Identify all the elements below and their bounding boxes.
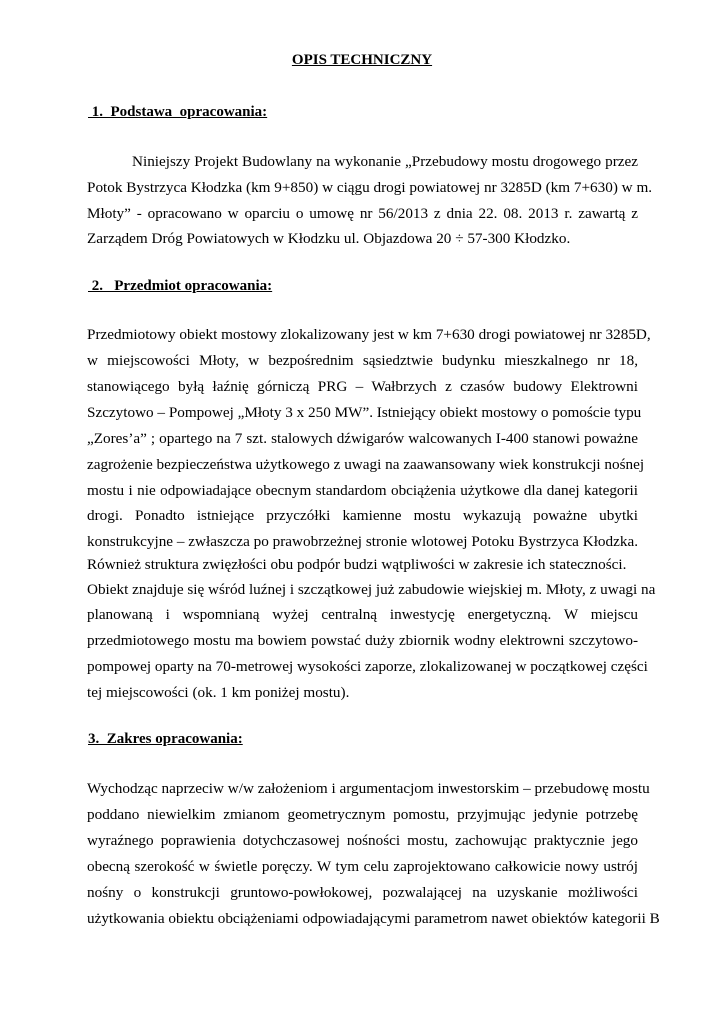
- paragraph-line: Młoty” - opracowano w oparciu o umowę nr 56/2013 z dnia 22. 08. 2013 r. zawartą z: [87, 205, 638, 222]
- paragraph-line: poddano niewielkim zmianom geometrycznym pomostu, przyjmując jedynie potrzebę: [87, 806, 638, 823]
- paragraph-line: Niniejszy Projekt Budowlany na wykonanie „Przebudowy mostu drogowego przez: [132, 153, 638, 170]
- paragraph-line: Potok Bystrzyca Kłodzka (km 9+850) w ciągu drogi powiatowej nr 3285D (km 7+630) w m.: [87, 179, 653, 196]
- paragraph-line: Wychodząc naprzeciw w/w założeniom i argumentacjom inwestorskim – przebudowę mostu: [87, 780, 650, 797]
- paragraph-line: wyraźnego poprawienia dotychczasowej nośności mostu, zachowując praktycznie jego: [87, 832, 638, 849]
- paragraph-line: stanowiącego byłą łaźnię górniczą PRG – Wałbrzych z czasów budowy Elektrowni: [87, 378, 638, 395]
- paragraph-line: Szczytowo – Pompowej „Młoty 3 x 250 MW”. Istniejący obiekt mostowy o pomoście typu: [87, 404, 642, 421]
- paragraph-line: Zarządem Dróg Powiatowych w Kłodzku ul. Objazdowa 20 ÷ 57-300 Kłodzko.: [87, 230, 571, 247]
- paragraph-line: w miejscowości Młoty, w bezpośrednim sąsiedztwie budynku mieszkalnego nr 18,: [87, 352, 638, 369]
- paragraph-line: Również struktura zwięzłości obu podpór budzi wątpliwości w zakresie ich stateczności.: [87, 556, 627, 573]
- section-1-heading: 1. Podstawa opracowania:: [88, 104, 268, 120]
- paragraph-line: tej miejscowości (ok. 1 km poniżej mostu).: [87, 684, 350, 701]
- paragraph-line: użytkowania obiektu obciążeniami odpowiadającymi parametrom nawet obiektów kategorii B: [87, 910, 660, 927]
- section-3-heading: 3. Zakres opracowania:: [88, 731, 243, 747]
- paragraph-line: pompowej oparty na 70-metrowej wysokości zaporze, zlokalizowanej w początkowej części: [87, 658, 648, 675]
- paragraph-line: nośny o konstrukcji gruntowo-powłokowej, pozwalającej na uzyskanie możliwości: [87, 884, 638, 901]
- paragraph-line: drogi. Ponadto istniejące przyczółki kamienne mostu wykazują poważne ubytki: [87, 507, 638, 524]
- paragraph-line: zagrożenie bezpieczeństwa użytkowego z uwagi na zaawansowany wiek konstrukcji nośnej: [87, 456, 645, 473]
- document-title: OPIS TECHNICZNY: [291, 52, 433, 68]
- paragraph-line: konstrukcyjne – zwłaszcza po prawobrzeżnej stronie wlotowej Potoku Bystrzyca Kłodzka.: [87, 533, 638, 550]
- paragraph-line: „Zores’a” ; opartego na 7 szt. stalowych dźwigarów walcowanych I-400 stanowi poważne: [87, 430, 638, 447]
- section-2-heading: 2. Przedmiot opracowania:: [88, 278, 273, 294]
- paragraph-line: mostu i nie odpowiadające obecnym standardom obciążenia użytkowe dla danej kategorii: [87, 482, 638, 499]
- paragraph-line: obecną szerokość w świetle poręczy. W tym celu zaprojektowano całkowicie nowy ustrój: [87, 858, 638, 875]
- paragraph-line: Przedmiotowy obiekt mostowy zlokalizowany jest w km 7+630 drogi powiatowej nr 3285D,: [87, 326, 651, 343]
- paragraph-line: planowaną i wspomnianą wyżej centralną inwestycję energetyczną. W miejscu: [87, 606, 638, 623]
- paragraph-line: przedmiotowego mostu ma bowiem powstać duży zbiornik wodny elektrowni szczytowo-: [87, 632, 638, 649]
- paragraph-line: Obiekt znajduje się wśród luźnej i szczątkowej już zabudowie wiejskiej m. Młoty, z uwagi na: [87, 581, 656, 598]
